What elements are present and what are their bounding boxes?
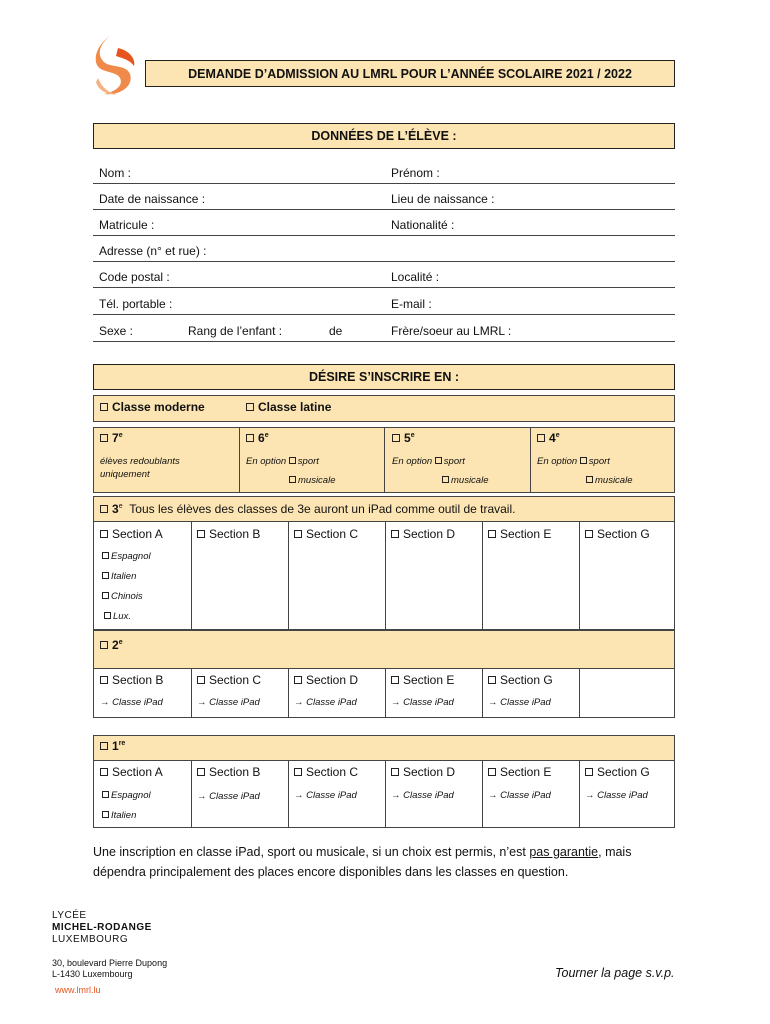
field-code-postal[interactable]: Code postal : — [99, 270, 170, 284]
option-3e[interactable]: 3e Tous les élèves des classes de 3e auront un iPad comme outil de travail. — [100, 502, 515, 516]
checkbox-icon — [104, 612, 111, 619]
inscription-note: Une inscription en classe iPad, sport ou musicale, si un choix est permis, n’est pas garantie, mais dépendra principalement des places encore disponibles dans les classes en question. — [93, 845, 632, 879]
checkbox-icon — [197, 768, 205, 776]
option-2e-section-b[interactable]: Section B — [100, 673, 163, 687]
checkbox-icon — [488, 530, 496, 538]
option-6e[interactable]: 6e — [246, 431, 269, 445]
checkbox-icon — [102, 592, 109, 599]
field-nom[interactable]: Nom : — [99, 166, 132, 180]
checkbox-icon — [100, 530, 108, 538]
option-classe-latine[interactable]: Classe latine — [246, 400, 331, 414]
option-1re-section-d[interactable]: Section D — [391, 765, 455, 779]
field-date-naissance[interactable]: Date de naissance : — [99, 192, 206, 206]
checkbox-icon — [100, 505, 108, 513]
checkbox-icon — [488, 676, 496, 684]
checkbox-icon — [442, 476, 449, 483]
option-1re-section-a[interactable]: Section A — [100, 765, 163, 779]
grades-7-4-row — [93, 427, 675, 493]
field-email[interactable]: E-mail : — [391, 297, 432, 311]
option-4e[interactable]: 4e — [537, 431, 560, 445]
row-contact — [93, 289, 675, 315]
field-frere[interactable]: Frère/soeur au LMRL : — [391, 324, 512, 338]
checkbox-icon — [488, 768, 496, 776]
option-3e-section-a[interactable]: Section A — [100, 527, 163, 541]
row-adresse — [93, 236, 675, 262]
option-1re-espagnol[interactable]: Espagnol — [102, 790, 151, 801]
option-2e-section-c[interactable]: Section C — [197, 673, 261, 687]
field-matricule[interactable]: Matricule : — [99, 218, 155, 232]
field-localite[interactable]: Localité : — [391, 270, 440, 284]
option-1re[interactable]: 1re — [100, 739, 125, 753]
class-type-row — [93, 395, 675, 422]
checkbox-icon — [100, 768, 108, 776]
classe-ipad-1re-b: → Classe iPad — [197, 791, 260, 802]
footer-school-name: LYCÉE MICHEL-RODANGE LUXEMBOURG — [52, 910, 152, 945]
classe-ipad-1re-d: → Classe iPad — [391, 790, 454, 801]
checkbox-icon — [585, 768, 593, 776]
option-classe-moderne[interactable]: Classe moderne — [100, 400, 205, 414]
grade-1re-block — [93, 735, 675, 828]
option-3e-italien[interactable]: Italien — [102, 571, 136, 582]
option-3e-section-e[interactable]: Section E — [488, 527, 551, 541]
checkbox-icon — [392, 434, 400, 442]
checkbox-icon — [391, 676, 399, 684]
option-3e-section-d[interactable]: Section D — [391, 527, 455, 541]
checkbox-icon — [294, 768, 302, 776]
option-6e-sport[interactable]: En option sport — [246, 456, 319, 467]
field-lieu-naissance[interactable]: Lieu de naissance : — [391, 192, 495, 206]
school-logo-icon — [90, 34, 140, 100]
checkbox-icon — [586, 476, 593, 483]
option-3e-section-g[interactable]: Section G — [585, 527, 650, 541]
row-code-postal — [93, 262, 675, 288]
checkbox-icon — [294, 676, 302, 684]
row-naissance — [93, 184, 675, 210]
classe-ipad-1re-g: → Classe iPad — [585, 790, 648, 801]
classe-ipad-2e-e: → Classe iPad — [391, 697, 454, 708]
option-3e-espagnol[interactable]: Espagnol — [102, 551, 151, 562]
checkbox-icon — [102, 811, 109, 818]
checkbox-icon — [289, 476, 296, 483]
option-1re-italien[interactable]: Italien — [102, 810, 136, 821]
checkbox-icon — [246, 434, 254, 442]
option-5e-musicale[interactable]: musicale — [442, 475, 489, 486]
redoublants-note-2: uniquement — [100, 469, 150, 480]
field-adresse[interactable]: Adresse (n° et rue) : — [99, 244, 207, 258]
checkbox-icon — [102, 791, 109, 798]
turn-page-note: Tourner la page s.v.p. — [555, 966, 675, 980]
option-5e-sport[interactable]: En option sport — [392, 456, 465, 467]
inscription-section-title: DÉSIRE S’INSCRIRE EN : — [93, 364, 675, 390]
checkbox-icon — [102, 572, 109, 579]
classe-ipad-2e-c: → Classe iPad — [197, 697, 260, 708]
checkbox-icon — [100, 641, 108, 649]
option-5e[interactable]: 5e — [392, 431, 415, 445]
option-3e-section-b[interactable]: Section B — [197, 527, 260, 541]
option-1re-section-b[interactable]: Section B — [197, 765, 260, 779]
classe-ipad-2e-d: → Classe iPad — [294, 697, 357, 708]
row-sexe — [93, 316, 675, 342]
grade-3e-block — [93, 496, 675, 630]
footer-address: 30, boulevard Pierre Dupong L-1430 Luxembourg — [52, 958, 168, 979]
option-7e[interactable]: 7e — [100, 431, 123, 445]
checkbox-icon — [100, 742, 108, 750]
checkbox-icon — [435, 457, 442, 464]
checkbox-icon — [197, 676, 205, 684]
checkbox-icon — [585, 530, 593, 538]
footer-url[interactable]: www.lmrl.lu — [55, 985, 101, 995]
option-2e-section-g[interactable]: Section G — [488, 673, 553, 687]
checkbox-icon — [294, 530, 302, 538]
option-1re-section-c[interactable]: Section C — [294, 765, 358, 779]
classe-ipad-2e-b: → Classe iPad — [100, 697, 163, 708]
ipad-note-3e: Tous les élèves des classes de 3e auront un iPad comme outil de travail. — [129, 502, 516, 516]
option-3e-section-c[interactable]: Section C — [294, 527, 358, 541]
option-6e-musicale[interactable]: musicale — [289, 475, 336, 486]
option-2e-section-e[interactable]: Section E — [391, 673, 454, 687]
option-4e-sport[interactable]: En option sport — [537, 456, 610, 467]
grade-2e-block — [93, 630, 675, 718]
option-1re-section-e[interactable]: Section E — [488, 765, 551, 779]
checkbox-icon — [197, 530, 205, 538]
field-prenom[interactable]: Prénom : — [391, 166, 440, 180]
option-3e-chinois[interactable]: Chinois — [102, 591, 143, 602]
field-nationalite[interactable]: Nationalité : — [391, 218, 455, 232]
classe-ipad-1re-c: → Classe iPad — [294, 790, 357, 801]
checkbox-icon — [100, 403, 108, 411]
option-1re-section-g[interactable]: Section G — [585, 765, 650, 779]
checkbox-icon — [100, 434, 108, 442]
form-title: DEMANDE D’ADMISSION AU LMRL POUR L’ANNÉE SCOLAIRE 2021 / 2022 — [145, 60, 675, 87]
row-matricule — [93, 210, 675, 236]
checkbox-icon — [580, 457, 587, 464]
checkbox-icon — [246, 403, 254, 411]
checkbox-icon — [391, 768, 399, 776]
checkbox-icon — [289, 457, 296, 464]
field-rang[interactable]: Rang de l’enfant : — [188, 324, 283, 338]
classe-ipad-2e-g: → Classe iPad — [488, 697, 551, 708]
field-sexe[interactable]: Sexe : — [99, 324, 134, 338]
option-4e-musicale[interactable]: musicale — [586, 475, 633, 486]
checkbox-icon — [391, 530, 399, 538]
student-section-title: DONNÉES DE L’ÉLÈVE : — [93, 123, 675, 149]
row-nom — [93, 158, 675, 184]
redoublants-note-1: élèves redoublants — [100, 456, 180, 467]
checkbox-icon — [100, 676, 108, 684]
checkbox-icon — [537, 434, 545, 442]
option-2e-section-d[interactable]: Section D — [294, 673, 358, 687]
option-3e-lux[interactable]: Lux. — [104, 611, 131, 622]
field-de: de — [329, 324, 343, 338]
checkbox-icon — [102, 552, 109, 559]
option-2e[interactable]: 2e — [100, 638, 123, 652]
classe-ipad-1re-e: → Classe iPad — [488, 790, 551, 801]
field-tel[interactable]: Tél. portable : — [99, 297, 173, 311]
